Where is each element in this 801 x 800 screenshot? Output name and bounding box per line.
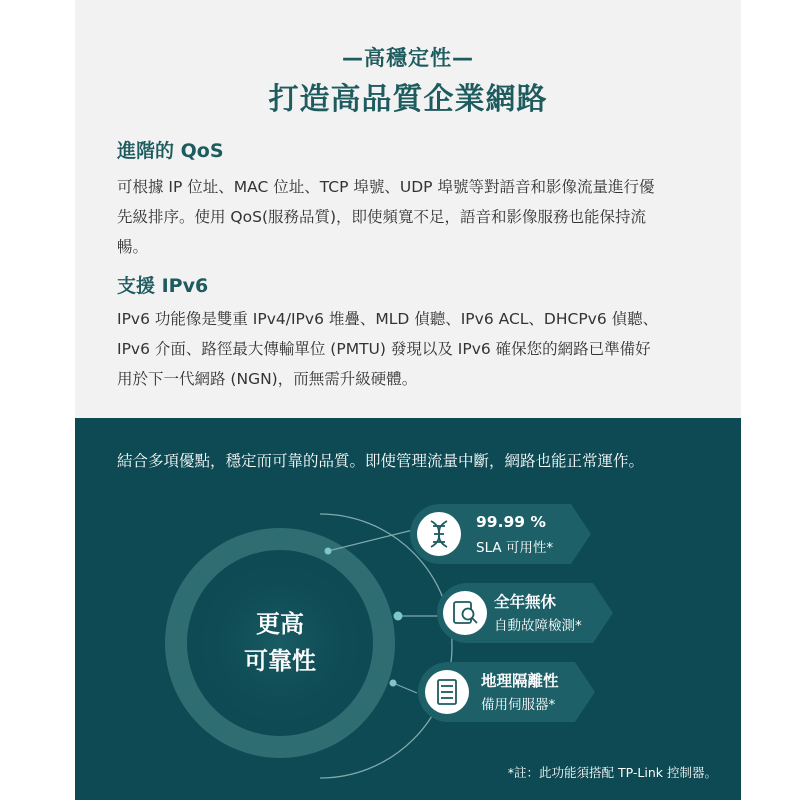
card-monitoring-value: 全年無休 [494, 593, 557, 611]
card-backup-value: 地理隔離性 [481, 672, 559, 690]
qos-line-3: 暢。 [117, 238, 149, 256]
ipv6-line-3: 用於下一代網路 (NGN)，而無需升級硬體。 [117, 370, 418, 388]
footnote: *註：此功能須搭配 TP-Link 控制器。 [507, 765, 717, 780]
connector-dot-1 [325, 548, 332, 555]
reliability-diagram [75, 418, 741, 800]
connector-dot-2 [394, 612, 403, 621]
content-panel [75, 0, 741, 800]
card-backup-label: 備用伺服器* [481, 697, 556, 713]
connector-dot-3 [390, 680, 397, 687]
card-sla-label: SLA 可用性* [476, 540, 554, 556]
eyebrow-title: —高穩定性— [342, 46, 474, 70]
ipv6-description [117, 304, 717, 394]
qos-title: 進階的 QoS [117, 140, 224, 162]
qos-line-1: 可根據 IP 位址、MAC 位址、TCP 埠號、UDP 埠號等對語音和影像流量進行優 [117, 178, 655, 196]
center-label-line-2: 可靠性 [244, 647, 316, 675]
page-headline: 打造高品質企業網路 [268, 82, 548, 117]
ipv6-line-2: IPv6 介面、路徑最大傳輸單位 (PMTU) 發現以及 IPv6 確保您的網路已準備好 [117, 340, 651, 358]
center-label [235, 606, 325, 680]
info-section [75, 0, 741, 418]
connector-3 [393, 683, 417, 693]
ipv6-line-1: IPv6 功能像是雙重 IPv4/IPv6 堆疊、MLD 偵聽、IPv6 ACL、DHCPv6 偵聽、 [117, 310, 659, 328]
card-monitoring-label: 自動故障檢測* [494, 618, 582, 634]
center-label-line-1: 更高 [256, 610, 304, 638]
card-sla-value: 99.99 % [476, 513, 546, 531]
reliability-intro: 結合多項優點，穩定而可靠的品質。即使管理流量中斷，網路也能正常運作。 [117, 452, 645, 470]
ipv6-title: 支援 IPv6 [117, 275, 209, 297]
reliability-section [75, 418, 741, 800]
qos-description [117, 172, 717, 262]
qos-line-2: 先級排序。使用 QoS(服務品質)，即使頻寬不足，語音和影像服務也能保持流 [117, 208, 647, 226]
